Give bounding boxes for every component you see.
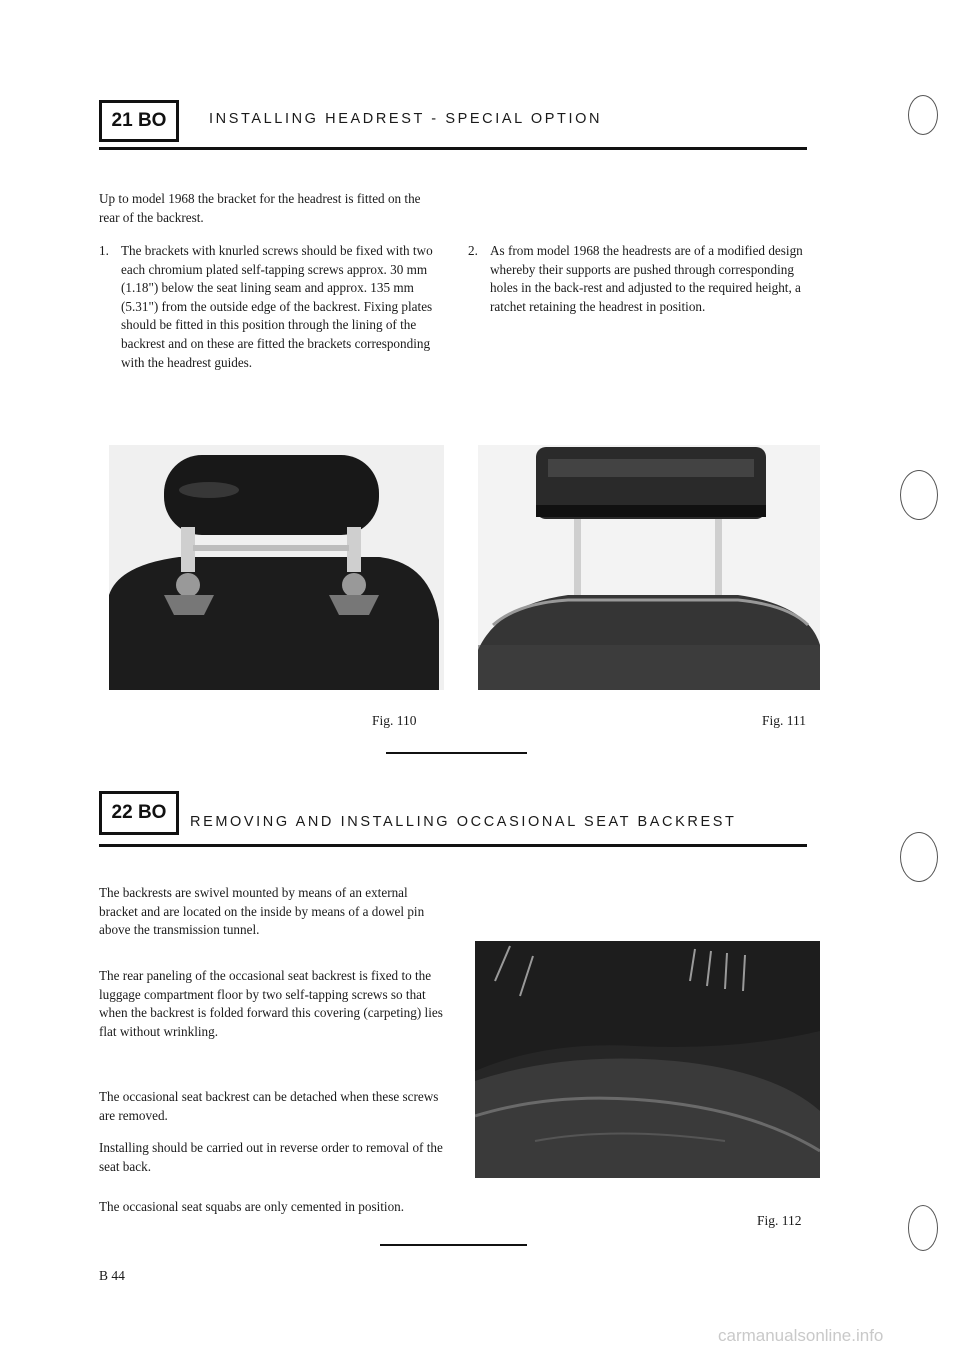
fig-112-caption: Fig. 112	[757, 1213, 802, 1228]
section-divider	[386, 752, 527, 754]
fig-111-caption: Fig. 111	[762, 713, 807, 728]
section-code-badge: 21 BO	[99, 100, 179, 142]
occasional-seat-photo	[475, 941, 820, 1178]
section-divider	[380, 1244, 527, 1246]
body-paragraph: The rear paneling of the occasional seat backrest is fixed to the luggage compartment floor by two self-tapping screws so that when the backrest is folded forward this covering (carpeting) lies flat without wrinkling.	[99, 968, 443, 1039]
section-rule	[99, 844, 807, 847]
item-text: As from model 1968 the headrests are of a modified design whereby their supports are pushed through corresponding holes in the back-rest and adjusted to the required height, a ratchet retaining the headrest in position.	[490, 243, 803, 314]
headrest-bracket-photo	[109, 445, 444, 690]
section-code-badge: 22 BO	[99, 791, 179, 835]
instruction-item-1	[99, 242, 444, 432]
binder-hole-4	[908, 1205, 938, 1251]
binder-hole-1	[908, 95, 938, 135]
fig-110-caption: Fig. 110	[372, 713, 417, 728]
item-number: 2.	[468, 243, 478, 258]
footer-watermark: carmanualsonline.info	[718, 1326, 884, 1345]
intro-paragraph: Up to model 1968 the bracket for the headrest is fitted on the rear of the backrest.	[99, 191, 421, 225]
item-number: 1.	[99, 243, 109, 258]
headrest-support-photo	[478, 445, 820, 690]
instruction-item-2	[468, 242, 813, 352]
body-paragraph: Installing should be carried out in reverse order to removal of the seat back.	[99, 1140, 443, 1174]
body-paragraph: The backrests are swivel mounted by means of an external bracket and are located on the inside by means of a dowel pin above the transmission tunnel.	[99, 885, 425, 938]
section-rule	[99, 147, 807, 150]
section-title: REMOVING AND INSTALLING OCCASIONAL SEAT BACKREST	[190, 814, 737, 830]
binder-hole-2	[900, 470, 938, 520]
section-title: INSTALLING HEADREST - SPECIAL OPTION	[209, 111, 603, 127]
item-text: The brackets with knurled screws should be fixed with two each chromium plated self-tapping screws approx. 30 mm (1.18") below the seat lining seam and approx. 135 mm (5.31") from the outside edge of the backrest. Fixing plates should be fitted in this position through the lining of the backrest and on these are fitted the brackets corresponding with the headrest guides.	[121, 243, 433, 370]
body-paragraph: The occasional seat backrest can be detached when these screws are removed.	[99, 1089, 439, 1123]
page-number: B 44	[99, 1268, 125, 1283]
body-paragraph: The occasional seat squabs are only cemented in position.	[99, 1199, 405, 1214]
binder-hole-3	[900, 832, 938, 882]
